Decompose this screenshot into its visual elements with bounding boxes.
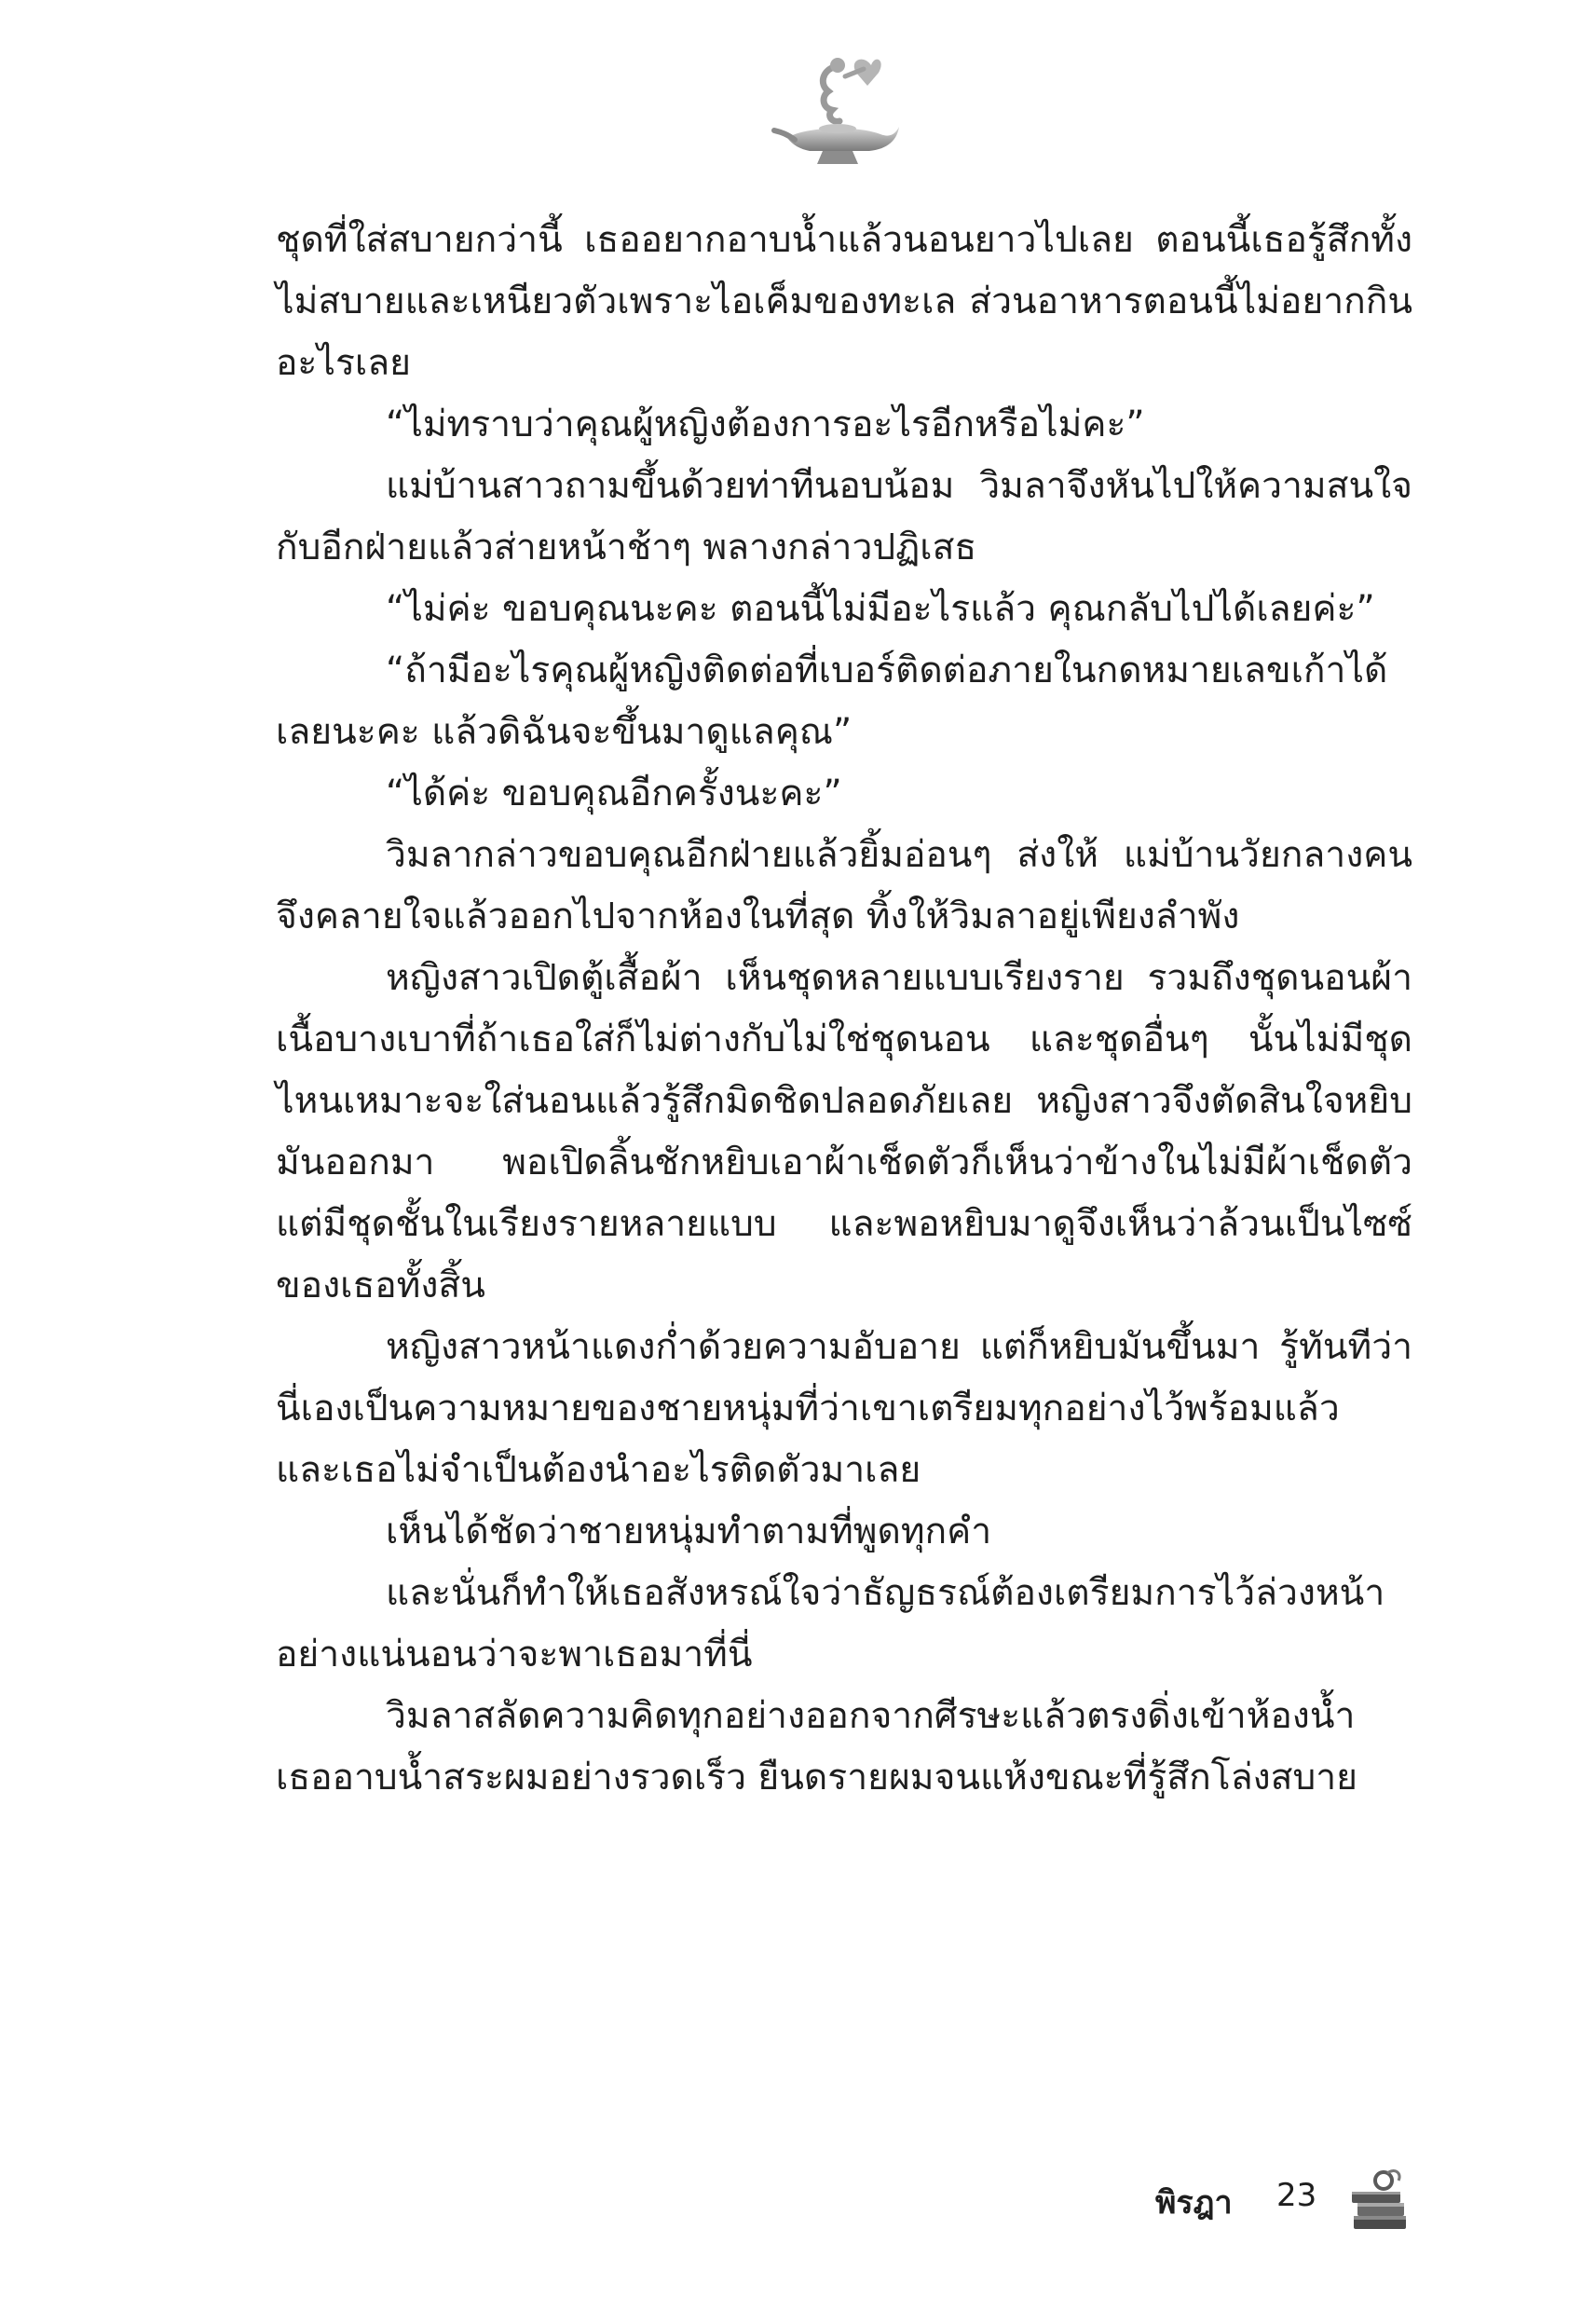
body-text — [276, 210, 1412, 1809]
paragraph: และนั่นก็ทำให้เธอสังหรณ์ใจว่าธัญธรณ์ต้องเตรียมการไว้ล่วงหน้าอย่างแน่นอนว่าจะพาเธอมาที่นี่ — [276, 1572, 1385, 1675]
page-footer — [1155, 2167, 1425, 2242]
paragraph: “ไม่ค่ะ ขอบคุณนะคะ ตอนนี้ไม่มีอะไรแล้ว คุณกลับไปได้เลยค่ะ” — [386, 588, 1375, 630]
paragraph: ชุดที่ใส่สบายกว่านี้ เธออยากอาบน้ำแล้วนอนยาวไปเลย ตอนนี้เธอรู้สึกทั้งไม่สบายและเหนียวตัวเพราะไอเค็มของทะเล ส่วนอาหารตอนนี้ไม่อยากกินอะไรเลย — [276, 219, 1412, 384]
paragraph: “ไม่ทราบว่าคุณผู้หญิงต้องการอะไรอีกหรือไม่คะ” — [386, 403, 1145, 445]
paragraph: แม่บ้านสาวถามขึ้นด้วยท่าทีนอบน้อม วิมลาจึงหันไปให้ความสนใจกับอีกฝ่ายแล้วส่ายหน้าช้าๆ พลางกล่าวปฏิเสธ — [276, 465, 1412, 568]
paragraph: วิมลาสลัดความคิดทุกอย่างออกจากศีรษะแล้วตรงดิ่งเข้าห้องน้ำ เธออาบน้ำสระผมอย่างรวดเร็ว ยืนดรายผมจนแห้งขณะที่รู้สึกโล่งสบาย — [276, 1695, 1357, 1798]
genie-lamp-icon — [767, 48, 902, 170]
footer-author: พิรฎา — [1155, 2184, 1233, 2222]
page-number: 23 — [1276, 2177, 1317, 2214]
paragraph: เห็นได้ชัดว่าชายหนุ่มทำตามที่พูดทุกคำ — [386, 1511, 992, 1552]
paragraph: หญิงสาวหน้าแดงก่ำด้วยความอับอาย แต่ก็หยิบมันขึ้นมา รู้ทันทีว่านี่เองเป็นความหมายของชายหนุ่มที่ว่าเขาเตรียมทุกอย่างไว้พร้อมแล้ว และเธอไม่จำเป็นต้องนำอะไรติดตัวมาเลย — [276, 1326, 1412, 1491]
paragraph: “ได้ค่ะ ขอบคุณอีกครั้งนะคะ” — [386, 773, 842, 814]
stacked-books-icon — [1346, 2167, 1412, 2235]
paragraph: วิมลากล่าวขอบคุณอีกฝ่ายแล้วยิ้มอ่อนๆ ส่งให้ แม่บ้านวัยกลางคนจึงคลายใจแล้วออกไปจากห้องในที่สุด ทิ้งให้วิมลาอยู่เพียงลำพัง — [276, 834, 1412, 937]
paragraph: “ถ้ามีอะไรคุณผู้หญิงติดต่อที่เบอร์ติดต่อภายในกดหมายเลขเก้าได้เลยนะคะ แล้วดิฉันจะขึ้นมาดูแลคุณ” — [276, 650, 1388, 753]
paragraph: หญิงสาวเปิดตู้เสื้อผ้า เห็นชุดหลายแบบเรียงราย รวมถึงชุดนอนผ้าเนื้อบางเบาที่ถ้าเธอใส่ก็ไม่ต่างกับไม่ใช่ชุดนอน และชุดอื่นๆ นั้นไม่มีชุดไหนเหมาะจะใส่นอนแล้วรู้สึกมิดชิดปลอดภัยเลย หญิงสาวจึงตัดสินใจหยิบมันออกมา พอเปิดลิ้นชักหยิบเอาผ้าเช็ดตัวก็เห็นว่าข้างในไม่มีผ้าเช็ดตัว แต่มีชุดชั้นในเรียงรายหลายแบบ และพอหยิบมาดูจึงเห็นว่าล้วนเป็นไซซ์ของเธอทั้งสิ้น — [276, 957, 1412, 1306]
